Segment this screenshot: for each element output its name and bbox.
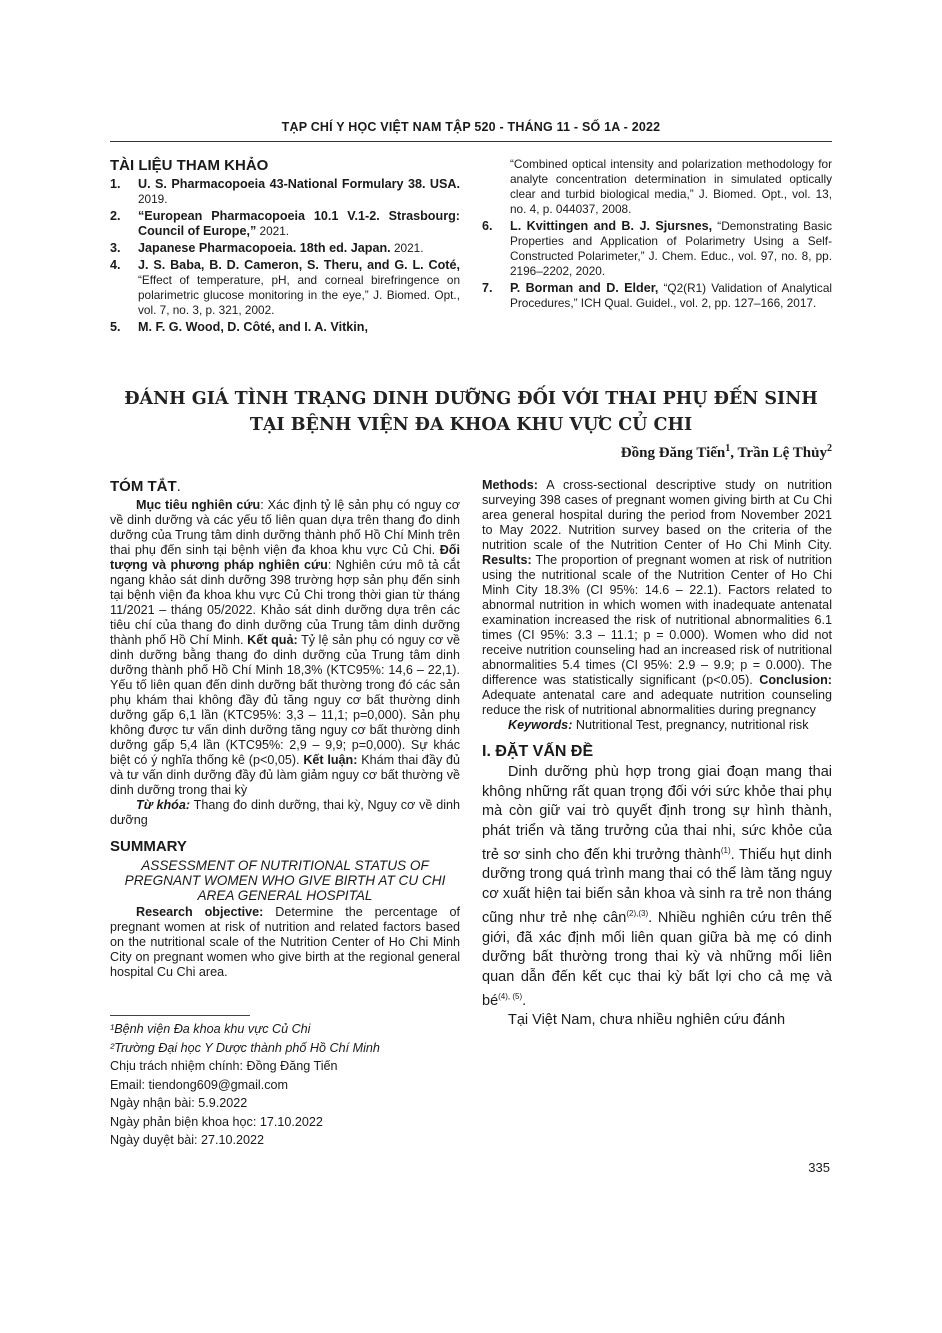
citation: (4), (5) xyxy=(498,992,523,1002)
author-affiliation-mark: 1 xyxy=(725,443,731,454)
reference-item: 4. J. S. Baba, B. D. Cameron, S. Theru, and G. L. Coté, “Effect of temperature, pH, and corneal birefringence on polarimetric glucose monitoring in the eye,” J. Biomed. Opt., vol. 7, no. 3, p. 321, 2002. xyxy=(110,258,460,317)
footnotes xyxy=(110,1020,462,1150)
summary-body-start: Research objective: Determine the percentage of pregnant women at risk of nutrition and related factors based on the nutritional scale of the Nutrition Center of Ho Chi Minh City on pregnant women who give birth at the regional general hospital Cu Chi area. xyxy=(110,905,460,979)
summary-body: Methods: A cross-sectional descriptive study on nutrition surveying 398 cases of pregnant women giving birth at Cu Chi area general hospital during the period from November 2021 to May 2022. Nutrition survey based on the criteria of the nutrition scale of the Nutrition Center of Ho Chi Minh City. Results: The proportion of pregnant women at risk of nutrition using the nutritional scale of the Nutrition Center of Ho Chi Minh City 18.3% (CI 95%: 14.6 – 22.1). Factors related to abnormal nutrition in which women with inadequate antenatal examination increased the risk of nutritional abnormalities 6.1 times (CI 95%: 3.3 – 11.1; p = 0.000). Women who did not receive nutrition counseling had an increased risk of nutritional abnormalities 5.4 times (CI 95%: 2.9 – 9.9; p = 0.000). The difference was statistically significant (p<0.05). Conclusion: Adequate antenatal care and adequate nutrition counseling reduce the risk of nutritional abnormalities during pregnancy xyxy=(482,478,832,717)
reference-item: 1. U. S. Pharmacopoeia 43-National Formulary 38. USA. 2019. xyxy=(110,177,460,206)
author-email: Email: tiendong609@gmail.com xyxy=(110,1077,288,1092)
journal-header: TẠP CHÍ Y HỌC VIỆT NAM TẬP 520 - THÁNG 11 - SỐ 1A - 2022 xyxy=(281,120,661,134)
date-received: Ngày nhận bài: 5.9.2022 xyxy=(110,1096,248,1110)
author-separator: , xyxy=(730,445,738,461)
abstract-vi-keywords: Từ khóa: Thang đo dinh dưỡng, thai kỳ, Nguy cơ về dinh dưỡng xyxy=(110,798,460,827)
summary-title: ASSESSMENT OF NUTRITIONAL STATUS OF PREGNANT WOMEN WHO GIVE BIRTH AT CU CHI AREA GENERAL HOSPITAL xyxy=(124,858,446,903)
introduction-section xyxy=(482,743,832,1031)
abstract-vi-heading: TÓM TẮT. xyxy=(110,478,181,495)
reference-item: 6. L. Kvittingen and B. J. Sjursnes, “Demonstrating Basic Properties and Application of Polarimetry Using a Self-Constructed Polarimeter,” J. Chem. Educ., vol. 97, no. 8, pp. 2196–2202, 2020. xyxy=(482,219,833,278)
reference-item: 2. “European Pharmacopoeia 10.1 V.1-2. Strasbourg: Council of Europe,” 2021. xyxy=(110,209,460,238)
introduction-paragraph: Dinh dưỡng phù hợp trong giai đoạn mang thai không những rất quan trọng đối với sức khỏe thai phụ mà còn giữ vai trò quyết định trong sự hình thành, phát triển và tăng trưởng của thai nhi, sức khỏe của trẻ sơ sinh cho đến khi trưởng thành$^{(1)}$. Thiếu hụt dinh dưỡng trong quá trình mang thai có thể làm tăng nguy cơ xuất hiện tai biến sản khoa và sinh ra trẻ non tháng cũng như trẻ nhẹ cân$^{(2),(3)}$. Nhiều nghiên cứu trên thế giới, đã xác định mối liên quan giữa bà mẹ có dinh dưỡng bất thường trong thai kỳ và những mối liên quan dẫn đến kết cục thai kỳ bất lợi cho cả mẹ và $bé^{(4), (5)}$. xyxy=(482,764,832,1009)
reference-list-continued xyxy=(482,157,832,311)
author-name: Trần Lệ Thủy xyxy=(737,445,827,461)
references-right-column xyxy=(482,157,832,313)
author-name: Đồng Đăng Tiến xyxy=(620,445,726,461)
citation: (1) xyxy=(720,846,731,855)
corresponding-author: Chịu trách nhiệm chính: Đồng Đăng Tiến xyxy=(110,1059,338,1073)
footnote-divider xyxy=(110,1015,250,1016)
header-divider xyxy=(110,141,832,142)
citation: (2),(3) xyxy=(626,909,649,919)
affiliation-1: ¹Bệnh viện Đa khoa khu vực Củ Chi xyxy=(110,1022,311,1036)
reference-item-continued: “Combined optical intensity and polarization methodology for analyte concentration determination in simulated optically clear and turbid biological media,” J. Biomed. Opt., vol. 13, no. 4, p. 044037, 2008. xyxy=(510,157,832,216)
summary-keywords: Keywords: Nutritional Test, pregnancy, nutritional risk xyxy=(508,718,809,732)
introduction-paragraph: Tại Việt Nam, chưa nhiều nghiên cứu đánh xyxy=(508,1012,786,1029)
author-affiliation-mark: 2 xyxy=(827,443,832,454)
date-reviewed: Ngày phản biện khoa học: 17.10.2022 xyxy=(110,1114,323,1129)
article-title: ĐÁNH GIÁ TÌNH TRẠNG DINH DƯỠNG ĐỐI VỚI THAI PHỤ ĐẾN SINH TẠI BỆNH VIỆN ĐA KHOA KHU VỰC CỦ CHI xyxy=(124,389,818,435)
reference-item: 5. M. F. G. Wood, D. Côté, and I. A. Vitkin, xyxy=(110,320,368,334)
date-accepted: Ngày duyệt bài: 27.10.2022 xyxy=(110,1133,265,1147)
references-left-column xyxy=(110,157,460,337)
introduction-heading: I. ĐẶT VẤN ĐỀ xyxy=(482,743,594,760)
summary-heading: SUMMARY xyxy=(110,838,187,855)
page-number: 335 xyxy=(808,1160,830,1175)
reference-list xyxy=(110,177,460,335)
abstract-vi-body: Mục tiêu nghiên cứu: Xác định tỷ lệ sản phụ có nguy cơ về dinh dưỡng và các yếu tố liên quan dựa trên thang đo dinh dưỡng của Trung tâm dinh dưỡng thành phố Hồ Chí Minh trên thai phụ đến sinh tại bệnh viện đa khoa khu vực Củ Chi. Đối tượng và phương pháp nghiên cứu: Nghiên cứu mô tả cắt ngang khảo sát dinh dưỡng 398 trường hợp sản phụ đến sinh tại bệnh viện đa khoa khu vực Củ Chi trong thời gian từ tháng 11/2021 – tháng 05/2022. Khảo sát dinh dưỡng dựa trên các tiêu chí của thang đo dinh dưỡng của Trung tâm dinh dưỡng thành phố Hồ Chí Minh. Kết quả: Tỷ lệ sản phụ có nguy cơ về dinh dưỡng bằng thang đo dinh dưỡng của Trung tâm dinh dưỡng thành phố Hồ Chí Minh 18,3% (KTC95%: 14,6 – 22,1). Yếu tố liên quan đến dinh dưỡng bất thường trong đó các sản phụ khám thai không đầy đủ tăng nguy cơ bất thường dinh dưỡng gấp 6,1 lần (KTC95%: 3,3 – 11,1; p=0,000). Sản phụ không được tư vấn dinh dưỡng tăng nguy cơ bất thường dinh dưỡng gấp 5,4 lần (KTC95%: 2,9 – 9,9; p=0,000). Sự khác biệt có ý nghĩa thống kê (p<0,05). Kết luận: Khám thai đầy đủ và tư vấn dinh dưỡng đầy đủ làm giảm nguy cơ bất thường về dinh dưỡng trong thai kỳ xyxy=(110,498,461,797)
reference-item: 7. P. Borman and D. Elder, “Q2(R1) Validation of Analytical Procedures,” ICH Qual. Guidel., vol. 2, pp. 127–166, 2017. xyxy=(482,281,832,310)
abstract-right-column xyxy=(482,478,832,1031)
references-heading: TÀI LIỆU THAM KHẢO xyxy=(110,157,269,174)
affiliation-2: ²Trường Đại học Y Dược thành phố Hồ Chí Minh xyxy=(110,1040,380,1055)
abstract-left-column xyxy=(110,478,460,980)
article-authors xyxy=(621,443,832,462)
reference-item: 3. Japanese Pharmacopoeia. 18th ed. Japan. 2021. xyxy=(110,241,424,255)
